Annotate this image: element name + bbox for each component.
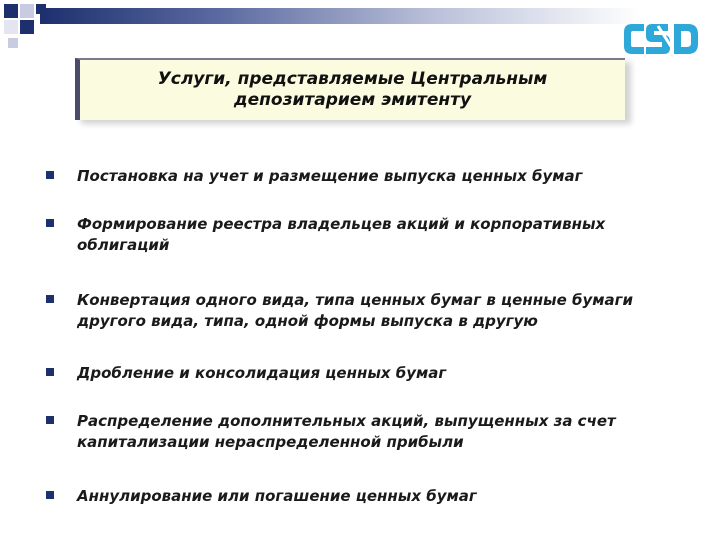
- square-bullet-icon: [46, 171, 54, 179]
- list-item-text: [77, 166, 702, 187]
- list-item-line: Аннулирование или погашение ценных бумаг: [77, 487, 477, 505]
- slide-title-line: депозитарием эмитенту: [233, 90, 472, 110]
- decor-square: [8, 38, 18, 48]
- slide-title-line: Услуги, представляемые Центральным: [157, 69, 548, 89]
- list-item-text: [77, 363, 702, 384]
- square-bullet-icon: [46, 368, 54, 376]
- decor-square: [4, 20, 18, 34]
- list-item-line: облигаций: [77, 236, 170, 254]
- list-item-line: Формирование реестра владельцев акций и корпоративных: [77, 215, 606, 233]
- square-bullet-icon: [46, 295, 54, 303]
- list-item-line: капитализации нераспределенной прибыли: [77, 433, 464, 451]
- list-item-line: Дробление и консолидация ценных бумаг: [77, 364, 447, 382]
- square-bullet-icon: [46, 219, 54, 227]
- list-item-text: [77, 411, 702, 453]
- decor-square: [20, 4, 34, 18]
- decor-square: [4, 4, 18, 18]
- list-item-text: [77, 214, 702, 256]
- square-bullet-icon: [46, 491, 54, 499]
- list-item-text: [77, 486, 702, 507]
- services-list: [46, 0, 706, 540]
- list-item-line: Распределение дополнительных акций, выпущенных за счет: [77, 412, 616, 430]
- decor-square: [20, 20, 34, 34]
- list-item-line: Постановка на учет и размещение выпуска ценных бумаг: [77, 167, 583, 185]
- list-item-line: Конвертация одного вида, типа ценных бумаг в ценные бумаги: [77, 291, 634, 309]
- square-bullet-icon: [46, 416, 54, 424]
- list-item-line: другого вида, типа, одной формы выпуска в другую: [77, 312, 538, 330]
- list-item-text: [77, 290, 702, 332]
